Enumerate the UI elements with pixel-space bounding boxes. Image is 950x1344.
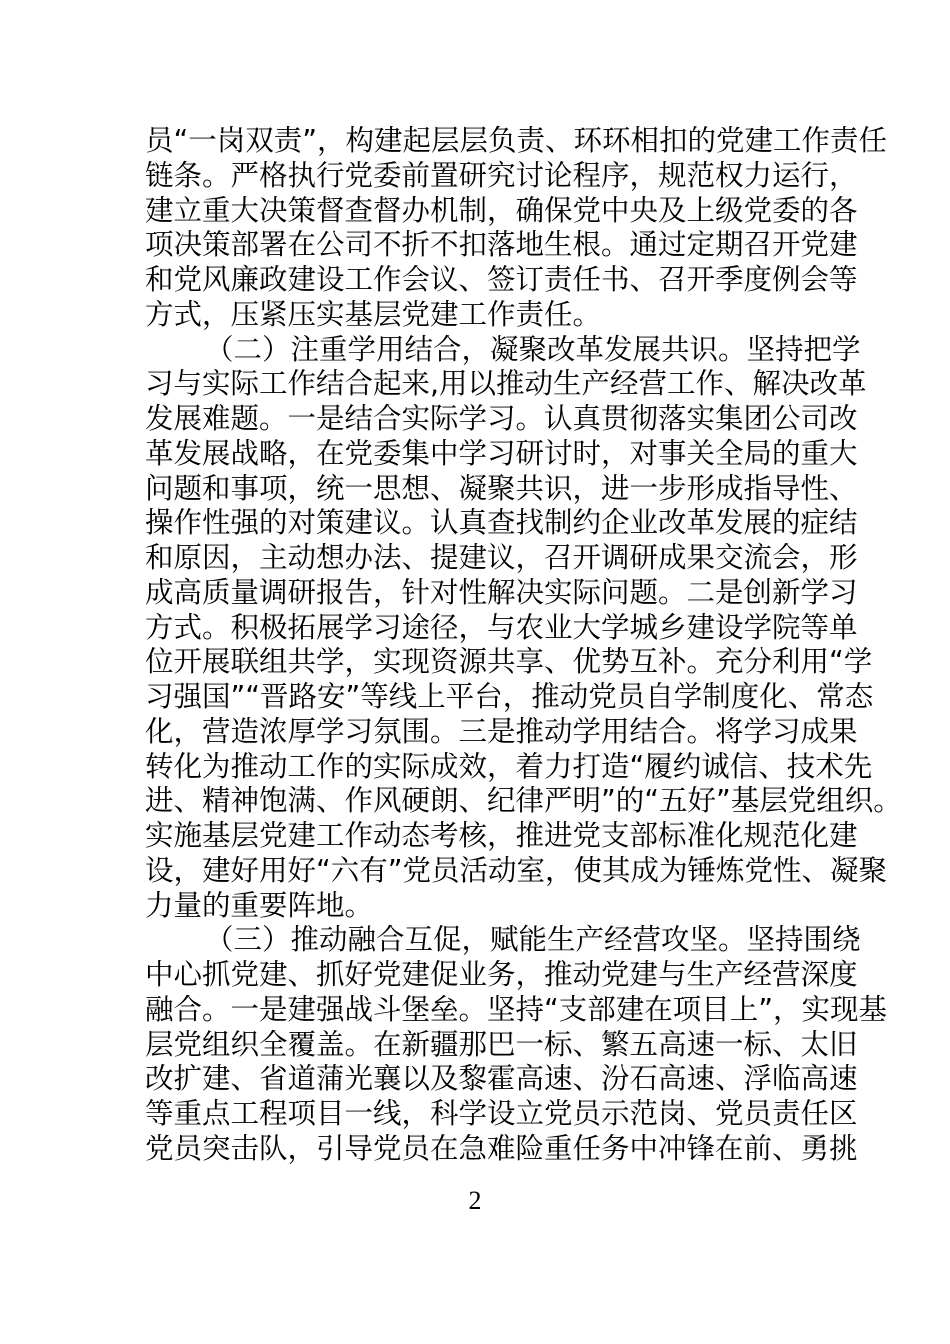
- text-line: 发展难题。一是结合实际学习。认真贯彻落实集团公司改: [145, 402, 858, 435]
- text-line: 融合。一是建强战斗堡垒。坚持“支部建在项目上”，实现基: [145, 992, 888, 1026]
- text-line: 和党风廉政建设工作会议、签订责任书、召开季度例会等: [145, 263, 858, 296]
- text-line: 化，营造浓厚学习氛围。三是推动学用结合。将学习成果: [145, 714, 858, 748]
- text-line: 方式，压紧压实基层党建工作责任。: [145, 297, 602, 331]
- text-line: 建立重大决策督查督办机制，确保党中央及上级党委的各: [145, 193, 858, 227]
- text-line: 党员突击队，引导党员在急难险重任务中冲锋在前、勇挑: [145, 1131, 858, 1165]
- document-body: [145, 124, 902, 1167]
- text-line: 设，建好用好“六有”党员活动室，使其成为锤炼党性、凝聚: [145, 853, 888, 887]
- text-line: 革发展战略，在党委集中学习研讨时，对事关全局的重大: [145, 436, 858, 470]
- page-number: 2: [468, 1186, 482, 1215]
- text-line: 转化为推动工作的实际成效，着力打造“履约诚信、技术先: [145, 749, 873, 783]
- text-line: 等重点工程项目一线，科学设立党员示范岗、党员责任区: [145, 1097, 858, 1130]
- text-line: 习与实际工作结合起来,用以推动生产经营工作、解决改革: [145, 367, 867, 401]
- text-line: 项决策部署在公司不折不扣落地生根。通过定期召开党建: [145, 228, 858, 262]
- text-line: 位开展联组共学，实现资源共享、优势互补。充分利用“学: [145, 645, 873, 679]
- section-heading-line: （三）推动融合互促，赋能生产经营攻坚。坚持围绕: [205, 923, 861, 957]
- text-line: 问题和事项，统一思想、凝聚共识，进一步形成指导性、: [145, 471, 858, 505]
- text-line: 力量的重要阵地。: [145, 888, 374, 922]
- text-line: 中心抓党建、抓好党建促业务，推动党建与生产经营深度: [145, 958, 858, 991]
- text-line: 链条。严格执行党委前置研究讨论程序，规范权力运行，: [145, 158, 858, 192]
- text-line: 成高质量调研报告，针对性解决实际问题。二是创新学习: [145, 575, 858, 609]
- text-line: 进、精神饱满、作风硬朗、纪律严明”的“五好”基层党组织。: [145, 784, 902, 818]
- text-line: 和原因，主动想办法、提建议，召开调研成果交流会，形: [145, 541, 858, 574]
- section-heading-line: （二）注重学用结合，凝聚改革发展共识。坚持把学: [205, 332, 861, 366]
- text-line: 改扩建、省道蒲光襄以及黎霍高速、汾石高速、浮临高速: [145, 1062, 858, 1096]
- text-line: 员“一岗双责”，构建起层层负责、环环相扣的党建工作责任: [145, 124, 888, 157]
- text-line: 习强国”“晋路安”等线上平台，推动党员自学制度化、常态: [145, 680, 874, 713]
- text-line: 实施基层党建工作动态考核，推进党支部标准化规范化建: [145, 819, 858, 852]
- text-line: 层党组织全覆盖。在新疆那巴一标、繁五高速一标、太旧: [145, 1027, 858, 1061]
- text-line: 方式。积极拓展学习途径，与农业大学城乡建设学院等单: [145, 610, 858, 644]
- text-line: 操作性强的对策建议。认真查找制约企业改革发展的症结: [145, 506, 858, 540]
